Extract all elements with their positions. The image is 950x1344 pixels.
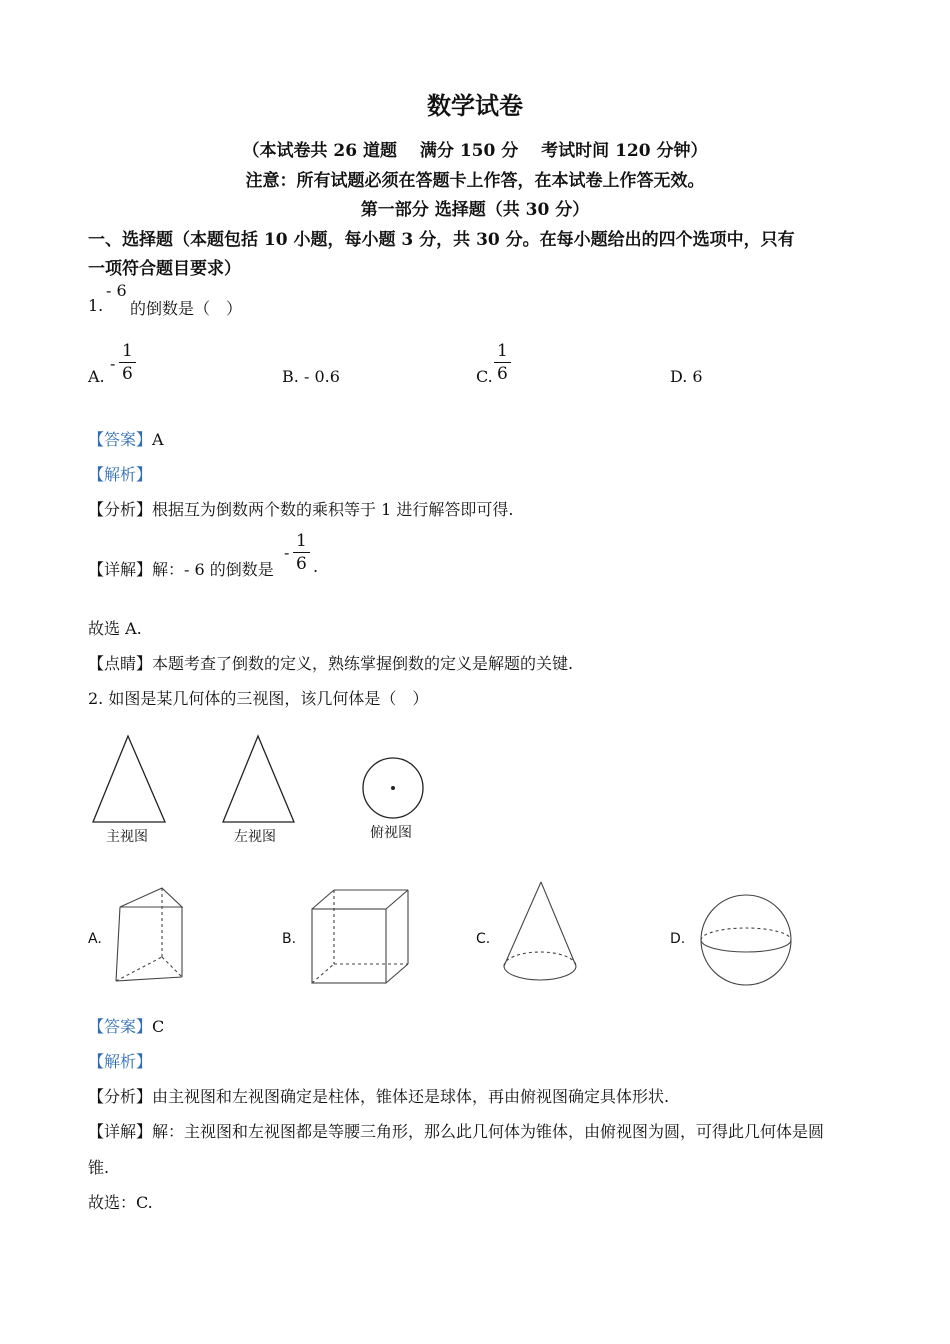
- top-view-caption: 俯视图: [370, 825, 412, 841]
- part-heading: 第一部分 选择题（共 30 分）: [360, 200, 590, 220]
- q1-option-a-denominator: 6: [122, 364, 133, 384]
- q1-detail: [88, 557, 274, 580]
- section-heading-line1: 一、选择题（本题包括 10 小题，每小题 3 分，共 30 分。在每小题给出的四个选项中，只有: [88, 230, 795, 250]
- prism-figure: [112, 885, 187, 985]
- q1-option-c-label: C.: [476, 367, 493, 386]
- q1-option-c-fraction: [494, 340, 511, 385]
- exam-notice: 注意：所有试题必须在答题卡上作答，在本试卷上作答无效。: [245, 171, 705, 191]
- q2-detail-line2: 锥.: [88, 1158, 110, 1177]
- section-heading-line2: 一项符合题目要求）: [88, 259, 241, 279]
- q1-option-c-denominator: 6: [497, 364, 508, 384]
- q1-analysis-tag: 【解析】: [88, 465, 153, 484]
- q1-number: 1.: [88, 296, 104, 315]
- cube-figure: [308, 887, 412, 987]
- q1-stem: 的倒数是（ ）: [130, 299, 243, 318]
- left-view-triangle: [219, 733, 299, 825]
- q1-fenxi: [88, 497, 513, 520]
- q1-neg6: - 6: [106, 281, 127, 300]
- q1-answer: [88, 427, 164, 450]
- q1-option-a-label: A.: [88, 367, 105, 386]
- q1-comment: [88, 651, 573, 674]
- cone-figure: [500, 879, 580, 985]
- q1-option-a-fraction: [119, 340, 136, 385]
- q1-option-d: D. 6: [670, 367, 703, 386]
- q1-comment-text: 本题考查了倒数的定义，熟练掌握倒数的定义是解题的关键.: [152, 654, 574, 673]
- q1-option-a-sign: -: [110, 354, 116, 373]
- q2-answer-tag: 【答案】: [88, 1017, 153, 1036]
- q2-option-d-label: D.: [670, 931, 686, 947]
- q1-option-b-label: B.: [282, 367, 299, 386]
- q2-detail-line1: 解：主视图和左视图都是等腰三角形，那么此几何体为锥体，由俯视图为圆，可得此几何体是圆: [152, 1122, 825, 1141]
- q2-option-c-label: C.: [476, 931, 491, 947]
- q2-conclusion: 故选：C.: [88, 1193, 153, 1212]
- q2-fenxi: [88, 1084, 669, 1107]
- left-view-caption: 左视图: [234, 829, 276, 845]
- q2-detail-tag: 【详解】: [88, 1122, 153, 1141]
- q2-answer: [88, 1014, 164, 1037]
- q1-detail-end: .: [313, 557, 319, 576]
- q1-option-c-numerator: 1: [494, 340, 511, 363]
- exam-info: （本试卷共 26 道题 满分 150 分 考试时间 120 分钟）: [242, 141, 708, 161]
- q1-detail-tag: 【详解】: [88, 560, 153, 579]
- q1-comment-tag: 【点睛】: [88, 654, 153, 673]
- q1-conclusion: 故选 A.: [88, 619, 142, 638]
- q1-answer-tag: 【答案】: [88, 430, 153, 449]
- page-title: 数学试卷: [427, 91, 523, 120]
- top-view-circle: [360, 756, 428, 822]
- q2-detail: [88, 1119, 824, 1142]
- q1-fenxi-text: 根据互为倒数两个数的乘积等于 1 进行解答即可得.: [152, 500, 514, 519]
- q1-detail-numerator: 1: [293, 530, 310, 553]
- q2-stem: 2. 如图是某几何体的三视图，该几何体是（ ）: [88, 689, 429, 708]
- q1-detail-fraction: [293, 530, 310, 575]
- q1-option-b-value: - 0.6: [304, 367, 340, 386]
- q1-fenxi-tag: 【分析】: [88, 500, 153, 519]
- q2-option-b-label: B.: [282, 931, 297, 947]
- q2-fenxi-tag: 【分析】: [88, 1087, 153, 1106]
- front-view-triangle: [90, 733, 170, 825]
- q1-option-a-numerator: 1: [119, 340, 136, 363]
- q1-detail-denominator: 6: [296, 554, 307, 574]
- sphere-figure: [697, 893, 797, 989]
- q1-detail-text: 解：- 6 的倒数是: [152, 560, 274, 579]
- q2-fenxi-text: 由主视图和左视图确定是柱体，锥体还是球体，再由俯视图确定具体形状.: [152, 1087, 670, 1106]
- q1-answer-value: A: [152, 430, 164, 449]
- q2-answer-value: C: [152, 1017, 165, 1036]
- front-view-caption: 主视图: [106, 829, 148, 845]
- q2-option-a-label: A.: [88, 931, 102, 947]
- q1-detail-sign: -: [284, 543, 290, 562]
- q2-analysis-tag: 【解析】: [88, 1052, 153, 1071]
